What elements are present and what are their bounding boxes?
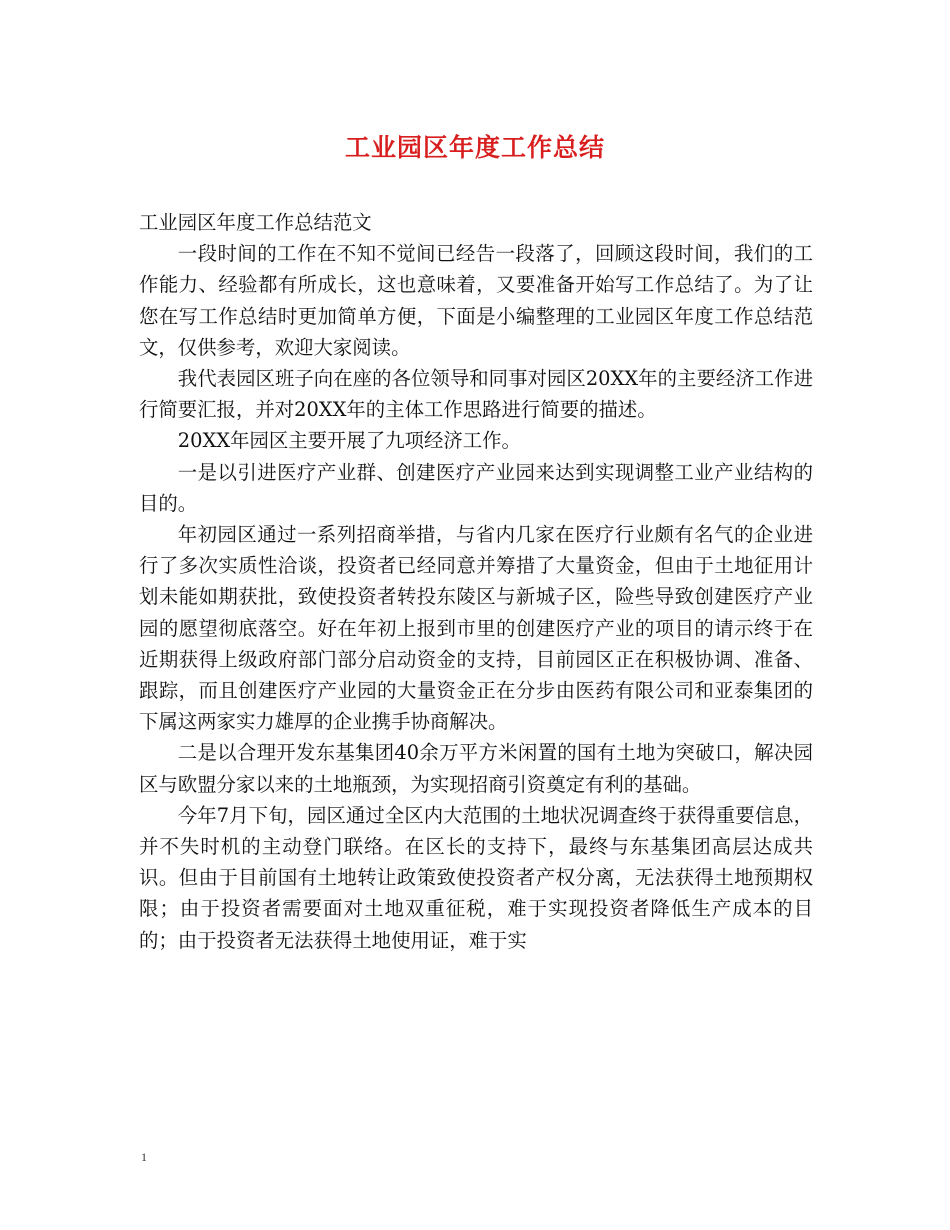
document-title: 工业园区年度工作总结: [344, 133, 605, 162]
paragraph-task-one: 一是以引进医疗产业群、创建医疗产业园来达到实现调整工业产业结构的目的。: [139, 460, 813, 515]
paragraph-intro: 一段时间的工作在不知不觉间已经告一段落了，回顾这段时间，我们的工作能力、经验都有所成长，这也意味着，又要准备开始写工作总结了。为了让您在写工作总结时更加简单方便，下面是小编整理的工业园区年度工作总结范文，仅供参考，欢迎大家阅读。: [139, 242, 813, 359]
paragraph-subtitle: 工业园区年度工作总结范文: [139, 211, 372, 234]
paragraph-task-two-detail: 今年7月下旬，园区通过全区内大范围的土地状况调查终于获得重要信息，并不失时机的主动登门联络。在区长的支持下，最终与东基集团高层达成共识。但由于目前国有土地转让政策致使投资者产权分离，无法获得土地预期权限；由于投资者需要面对土地双重征税，难于实现投资者降低生产成本的目的；由于投资者无法获得土地使用证，难于实: [139, 803, 813, 952]
paragraph-task-two: 二是以合理开发东基集团40余万平方米闲置的国有土地为突破口，解决园区与欧盟分家以来的土地瓶颈，为实现招商引资奠定有利的基础。: [139, 741, 813, 796]
paragraph-nine-tasks: 20XX年园区主要开展了九项经济工作。: [177, 429, 521, 453]
paragraph-task-one-detail: 年初园区通过一系列招商举措，与省内几家在医疗行业颇有名气的企业进行了多次实质性洽谈，投资者已经同意并筹措了大量资金，但由于土地征用计划未能如期获批，致使投资者转投东陵区与新城子区，险些导致创建医疗产业园的愿望彻底落空。好在年初上报到市里的创建医疗产业的项目的请示终于在近期获得上级政府部门部分启动资金的支持，目前园区正在积极协调、准备、跟踪，而且创建医疗产业园的大量资金正在分步由医药有限公司和亚泰集团的下属这两家实力雄厚的企业携手协商解决。: [139, 523, 813, 734]
page-number: 1: [141, 1150, 147, 1164]
document-body: [139, 207, 813, 956]
paragraph-report: 我代表园区班子向在座的各位领导和同事对园区20XX年的主要经济工作进行简要汇报，并对20XX年的主体工作思路进行简要的描述。: [139, 367, 813, 422]
